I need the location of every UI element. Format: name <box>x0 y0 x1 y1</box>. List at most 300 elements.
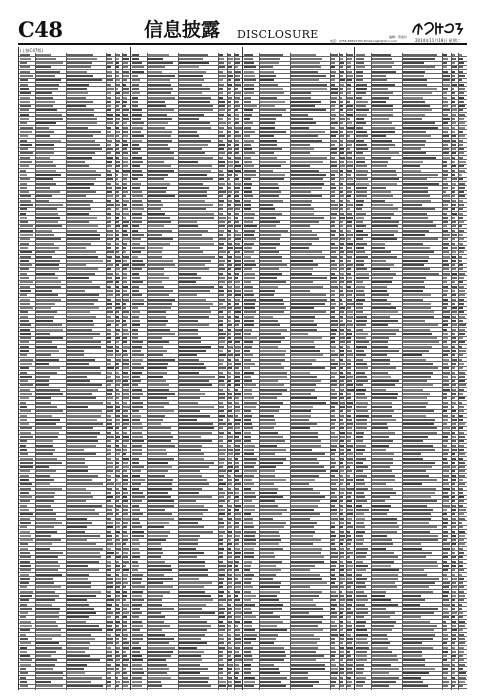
table-cell <box>67 170 96 172</box>
table-cell <box>452 522 456 524</box>
table-cell <box>340 496 343 498</box>
table-cell <box>20 380 28 382</box>
table-cell <box>228 350 230 352</box>
table-cell <box>219 574 225 576</box>
table-cell <box>459 539 464 541</box>
table-cell <box>67 389 98 391</box>
table-cell <box>235 569 239 571</box>
table-cell <box>116 311 119 313</box>
table-cell <box>340 470 344 472</box>
table-cell <box>179 591 205 593</box>
table-cell <box>347 346 350 348</box>
table-cell <box>116 88 118 90</box>
table-cell <box>356 225 366 227</box>
table-cell <box>443 247 447 249</box>
table-cell <box>123 621 127 623</box>
table-cell <box>291 406 313 408</box>
table-cell <box>347 277 352 279</box>
table-cell <box>123 324 127 326</box>
table-cell <box>356 234 368 236</box>
table-cell <box>107 303 112 305</box>
table-cell <box>67 148 102 150</box>
table-cell <box>179 432 212 434</box>
table-cell <box>340 307 344 309</box>
table-cell <box>235 642 241 644</box>
table-cell <box>148 324 166 326</box>
table-cell <box>67 127 88 129</box>
table-cell <box>244 402 257 404</box>
table-cell <box>459 556 463 558</box>
table-cell <box>372 458 393 460</box>
table-cell <box>20 92 31 94</box>
table-cell <box>107 372 111 374</box>
table-cell <box>403 548 422 550</box>
table-cell <box>356 612 368 614</box>
table-cell <box>452 131 454 133</box>
table-cell <box>179 307 210 309</box>
table-cell <box>148 337 162 339</box>
table-cell <box>403 475 429 477</box>
table-cell <box>244 397 254 399</box>
table-cell <box>179 496 212 498</box>
table-cell <box>235 290 241 292</box>
table-cell <box>291 672 308 674</box>
table-cell <box>179 200 205 202</box>
table-cell <box>331 101 335 103</box>
table-cell <box>67 183 94 185</box>
table-cell <box>123 251 126 253</box>
table-cell <box>67 161 85 163</box>
table-cell <box>356 105 366 107</box>
table-cell <box>107 393 111 395</box>
table-cell <box>219 105 225 107</box>
table-cell <box>107 256 111 258</box>
table-cell <box>356 432 364 434</box>
table-cell <box>132 509 140 511</box>
table-cell <box>228 213 231 215</box>
table-cell <box>356 531 365 533</box>
table-cell <box>36 668 54 670</box>
table-cell <box>148 586 173 588</box>
table-cell <box>132 230 138 232</box>
table-cell <box>107 333 110 335</box>
table-cell <box>331 621 335 623</box>
table-cell <box>123 500 128 502</box>
table-cell <box>179 634 205 636</box>
table-cell <box>443 440 447 442</box>
table-cell <box>36 415 52 417</box>
table-cell <box>403 427 437 429</box>
table-cell <box>403 595 421 597</box>
table-cell <box>260 260 282 262</box>
table-cell <box>148 62 174 64</box>
table-cell <box>123 114 128 116</box>
table-cell <box>107 389 113 391</box>
table-cell <box>235 449 240 451</box>
table-cell <box>20 79 28 81</box>
table-cell <box>123 148 127 150</box>
table-cell <box>219 243 224 245</box>
table-cell <box>132 616 139 618</box>
table-cell <box>132 127 143 129</box>
table-cell <box>123 135 127 137</box>
table-cell <box>347 354 353 356</box>
table-cell <box>36 432 60 434</box>
table-cell <box>340 466 343 468</box>
table-cell <box>116 346 119 348</box>
table-cell <box>20 217 27 219</box>
table-cell <box>116 608 119 610</box>
table-cell <box>443 599 449 601</box>
table-cell <box>219 393 224 395</box>
table-cell <box>340 354 344 356</box>
table-cell <box>331 88 337 90</box>
table-cell <box>356 320 367 322</box>
table-cell <box>107 492 111 494</box>
table-cell <box>132 79 140 81</box>
table-cell <box>20 359 33 361</box>
table-cell <box>179 436 201 438</box>
table-cell <box>260 341 281 343</box>
table-cell <box>107 496 113 498</box>
table-cell <box>260 419 275 421</box>
table-cell <box>347 367 351 369</box>
table-cell <box>148 66 165 68</box>
table-cell <box>123 66 128 68</box>
table-cell <box>459 604 462 606</box>
table-cell <box>452 303 454 305</box>
table-cell <box>179 165 212 167</box>
table-cell <box>67 324 94 326</box>
table-cell <box>452 238 455 240</box>
table-cell <box>36 320 53 322</box>
table-cell <box>459 234 463 236</box>
table-cell <box>340 616 343 618</box>
table-cell <box>107 363 110 365</box>
table-cell <box>403 500 437 502</box>
table-cell <box>347 582 353 584</box>
table-cell <box>132 595 142 597</box>
table-cell <box>132 552 140 554</box>
table-cell <box>148 522 169 524</box>
table-cell <box>244 140 254 142</box>
table-cell <box>372 183 397 185</box>
table-cell <box>107 458 111 460</box>
table-cell <box>331 561 337 563</box>
table-cell <box>148 320 168 322</box>
table-cell <box>179 135 199 137</box>
table-cell <box>148 195 176 197</box>
table-cell <box>340 552 344 554</box>
table-cell <box>148 470 168 472</box>
table-cell <box>244 591 251 593</box>
table-cell <box>356 522 364 524</box>
table-cell <box>331 277 336 279</box>
table-cell <box>340 677 343 679</box>
table-cell <box>132 677 142 679</box>
table-cell <box>452 539 456 541</box>
table-cell <box>116 354 120 356</box>
table-cell <box>67 406 88 408</box>
table-cell <box>356 419 367 421</box>
table-cell <box>347 440 351 442</box>
table-cell <box>356 582 365 584</box>
table-cell <box>219 509 224 511</box>
table-cell <box>116 187 120 189</box>
table-cell <box>452 333 454 335</box>
table-cell <box>331 221 335 223</box>
table-cell <box>459 260 462 262</box>
table-cell <box>107 260 110 262</box>
table-cell <box>331 359 335 361</box>
table-cell <box>116 492 120 494</box>
table-cell <box>20 522 31 524</box>
table-cell <box>228 655 230 657</box>
table-cell <box>452 341 456 343</box>
table-cell <box>228 372 231 374</box>
table-cell <box>340 569 344 571</box>
table-cell <box>36 79 62 81</box>
table-cell <box>340 71 344 73</box>
table-cell <box>148 578 173 580</box>
table-cell <box>244 170 256 172</box>
table-cell <box>148 161 165 163</box>
table-cell <box>260 685 286 687</box>
table-cell <box>340 341 344 343</box>
table-cell <box>179 608 202 610</box>
table-cell <box>132 225 139 227</box>
table-cell <box>36 483 51 485</box>
table-rows <box>131 53 243 690</box>
table-cell <box>235 148 239 150</box>
table-cell <box>219 479 223 481</box>
table-cell <box>20 393 32 395</box>
table-cell <box>235 277 238 279</box>
table-cell <box>244 445 255 447</box>
table-cell <box>340 299 342 301</box>
table-cell <box>148 174 169 176</box>
table-cell <box>403 316 434 318</box>
table-cell <box>235 260 241 262</box>
table-cell <box>123 299 129 301</box>
table-cell <box>20 277 29 279</box>
table-cell <box>123 234 128 236</box>
table-cell <box>452 384 455 386</box>
table-cell <box>179 677 209 679</box>
table-cell <box>20 204 33 206</box>
table-cell <box>443 140 449 142</box>
table-cell <box>340 591 342 593</box>
table-cell <box>452 92 455 94</box>
table-cell <box>452 311 456 313</box>
table-cell <box>331 114 336 116</box>
table-cell <box>132 294 142 296</box>
table-cell <box>20 114 29 116</box>
table-cell <box>36 535 51 537</box>
table-cell <box>340 303 343 305</box>
table-cell <box>260 307 286 309</box>
table-cell <box>116 290 120 292</box>
table-cell <box>340 548 344 550</box>
table-cell <box>219 268 224 270</box>
table-cell <box>331 625 336 627</box>
table-cell <box>356 165 367 167</box>
table-cell <box>372 539 392 541</box>
table-cell <box>219 449 225 451</box>
table-cell <box>36 337 63 339</box>
table-cell <box>291 79 319 81</box>
table-cell <box>459 419 463 421</box>
table-cell <box>452 247 456 249</box>
table-cell <box>356 281 363 283</box>
table-cell <box>235 548 240 550</box>
table-cell <box>372 466 390 468</box>
table-cell <box>291 303 325 305</box>
table-cell <box>116 561 119 563</box>
table-cell <box>291 346 315 348</box>
table-cell <box>260 531 279 533</box>
table-cell <box>235 191 239 193</box>
table-cell <box>148 230 173 232</box>
table-cell <box>20 492 29 494</box>
table-cell <box>123 470 127 472</box>
table-cell <box>244 277 255 279</box>
table-cell <box>20 402 26 404</box>
table-cell <box>219 131 223 133</box>
table-cell <box>179 118 199 120</box>
table-cell <box>340 389 343 391</box>
table-cell <box>228 625 231 627</box>
table-cell <box>403 62 424 64</box>
table-cell <box>459 586 464 588</box>
table-cell <box>20 187 27 189</box>
table-cell <box>179 277 201 279</box>
table-cell <box>347 75 353 77</box>
table-cell <box>452 415 455 417</box>
table-cell <box>443 346 447 348</box>
table-cell <box>235 470 239 472</box>
table-cell <box>235 243 240 245</box>
table-cell <box>347 152 352 154</box>
table-cell <box>459 479 463 481</box>
table-cell <box>244 303 255 305</box>
table-cell <box>244 84 254 86</box>
table-cell <box>331 488 337 490</box>
table-cell <box>291 539 321 541</box>
table-cell <box>372 363 390 365</box>
table-cell <box>219 311 223 313</box>
table-cell <box>372 341 388 343</box>
table-cell <box>459 316 465 318</box>
table-cell <box>291 273 312 275</box>
table-cell <box>123 346 130 348</box>
table-cell <box>132 329 138 331</box>
table-cell <box>228 548 230 550</box>
table-cell <box>340 625 342 627</box>
table-cell <box>228 204 231 206</box>
table-cell <box>179 97 211 99</box>
table-cell <box>20 595 32 597</box>
table-cell <box>331 642 334 644</box>
table-cell <box>347 122 352 124</box>
table-cell <box>260 582 281 584</box>
table-cell <box>132 148 141 150</box>
table-cell <box>36 101 55 103</box>
table-cell <box>179 462 214 464</box>
table-cell <box>372 238 397 240</box>
table-cell <box>372 548 386 550</box>
table-cell <box>260 204 274 206</box>
table-cell <box>235 71 241 73</box>
table-cell <box>340 88 343 90</box>
table-cell <box>123 574 128 576</box>
table-cell <box>116 256 119 258</box>
table-cell <box>20 354 27 356</box>
table-cell <box>347 251 353 253</box>
table-cell <box>459 531 465 533</box>
table-cell <box>219 62 224 64</box>
table-cell <box>459 466 464 468</box>
table-cell <box>331 316 335 318</box>
table-cell <box>340 122 342 124</box>
table-cell <box>67 556 101 558</box>
table-cell <box>452 148 456 150</box>
table-cell <box>403 574 427 576</box>
table-cell <box>340 268 344 270</box>
table-cell <box>67 393 92 395</box>
table-cell <box>116 174 118 176</box>
table-cell <box>219 415 225 417</box>
table-cell <box>356 376 367 378</box>
table-cell <box>403 616 421 618</box>
table-cell <box>36 105 53 107</box>
table-cell <box>260 140 277 142</box>
table-cell <box>291 281 313 283</box>
table-cell <box>291 621 322 623</box>
table-cell <box>347 462 353 464</box>
table-cell <box>132 97 138 99</box>
table-cell <box>372 354 387 356</box>
table-cell <box>340 556 344 558</box>
table-cell <box>107 264 113 266</box>
table-cell <box>148 647 176 649</box>
table-cell <box>116 58 119 60</box>
table-cell <box>107 127 111 129</box>
table-cell <box>403 161 423 163</box>
table-cell <box>291 200 312 202</box>
table-cell <box>67 140 95 142</box>
table-cell <box>228 578 231 580</box>
table-cell <box>291 174 326 176</box>
table-cell <box>107 647 111 649</box>
table-cell <box>347 71 352 73</box>
table-cell <box>116 458 119 460</box>
table-cell <box>459 290 465 292</box>
table-cell <box>219 118 223 120</box>
table-cell <box>123 389 129 391</box>
table-cell <box>123 432 127 434</box>
table-cell <box>67 513 99 515</box>
table-cell <box>244 372 254 374</box>
table-cell <box>452 75 455 77</box>
table-cell <box>219 54 223 56</box>
table-cell <box>116 195 119 197</box>
table-cell <box>219 466 223 468</box>
table-cell <box>123 449 127 451</box>
table-cell <box>36 281 61 283</box>
table-cell <box>452 230 455 232</box>
table-cell <box>123 71 129 73</box>
